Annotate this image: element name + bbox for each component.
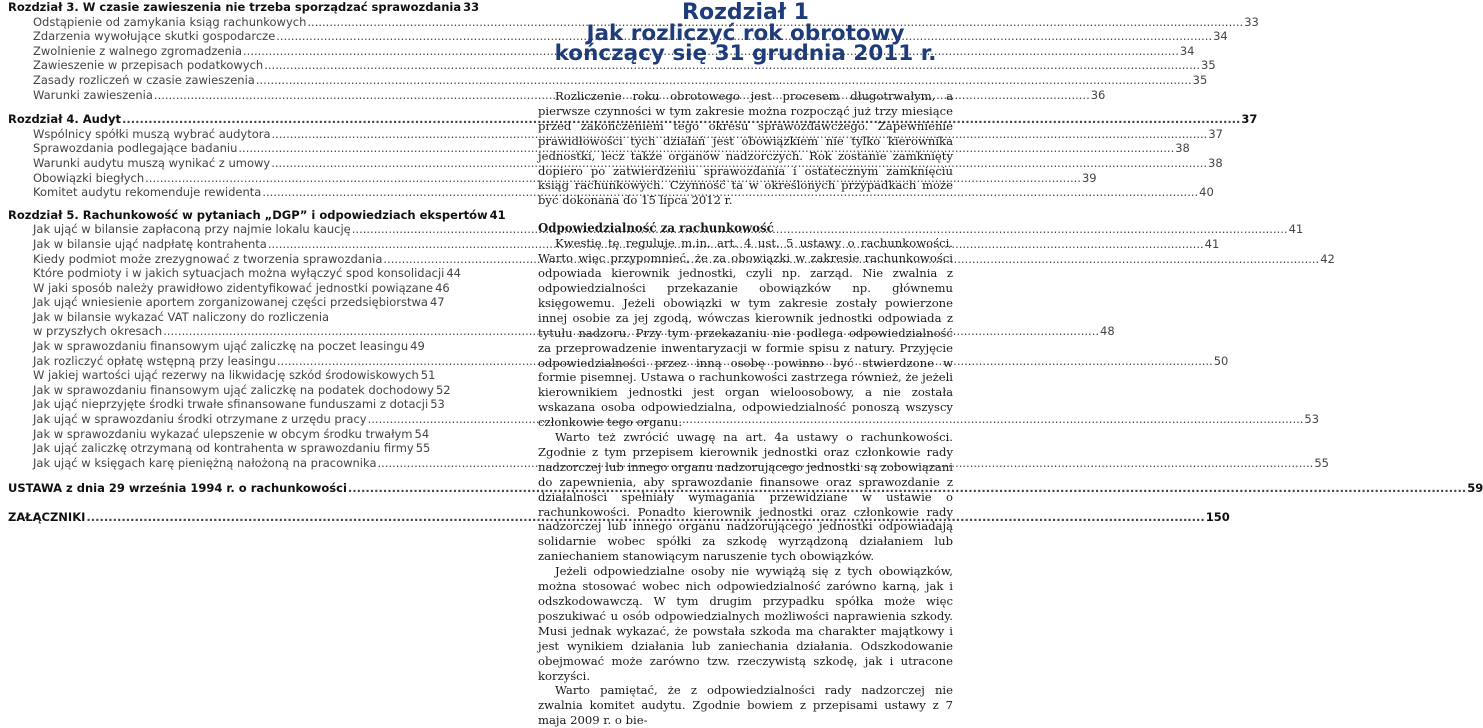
toc-entry-page: 48: [1100, 324, 1115, 339]
toc-entry[interactable]: [8, 14, 1259, 30]
toc-entry-label: w przyszłych okresach: [33, 324, 163, 339]
toc-entry-label: Jak rozliczyć opłatę wstępną przy leasingu: [33, 353, 276, 368]
toc-entry-page: 41: [489, 207, 506, 222]
toc-entry-page: 34: [1213, 29, 1228, 44]
toc-entry-label: Kiedy podmiot może zrezygnować z tworzenia sprawozdania: [33, 251, 383, 266]
toc-entry-page: 41: [1204, 236, 1220, 251]
toc-entry-label: Jak ująć w księgach karę pieniężną nałożoną na pracownika: [33, 455, 377, 470]
toc-entry-page: 47: [429, 295, 445, 310]
toc-entry-label: Rozdział 3. W czasie zawieszenia nie trzeba sporządzać sprawozdania: [8, 0, 462, 14]
toc-entry-page: 39: [1081, 170, 1097, 185]
toc-entry-label: Sprawozdania podlegające badaniu: [33, 141, 238, 156]
chapter-number: Rozdział 1: [682, 0, 809, 25]
toc-entry-label: Jak w bilansie ująć nadpłatę kontrahenta: [33, 236, 267, 251]
toc-entry-page: 44: [446, 266, 461, 281]
toc-entry-page: 53: [430, 397, 445, 412]
chapter-title-line-2: kończący się 31 grudnia 2011 r.: [554, 41, 937, 66]
toc-entry-page: 37: [1241, 112, 1258, 127]
toc-entry[interactable]: [8, 155, 1223, 171]
toc-entry-label: Jak ująć nieprzyjęte środki trwałe sfinansowane funduszami z dotacji: [33, 397, 429, 412]
toc-entry[interactable]: [8, 382, 451, 398]
toc-entry[interactable]: [8, 280, 450, 296]
body-paragraph: Kwestię tę reguluje m.in. art. 4 ust. 5 ustawy o rachunkowości. Warto więc przypomnieć, że za obowiązki w zakresie rachunkowości odpowiada kierownik jednostki, czyli np. zarząd. Nie zwalnia z odpowiedzialności przekazanie obowiązków np. głównemu księgowemu. Jeżeli obowiązki w tym zakresie zostały powierzone innej osobie za jej zgodą, wówczas kierownik jednostki odpowiada z tytułu nadzoru. Przy tym przekazaniu nie podlega odpowiedzialność za przeprowadzenie inwentaryzacji w formie spisu z natury. Przyjęcie odpowiedzialności przez inną osobę powinno być stwierdzone w formie pisemnej. Ustawa o rachunkowości zastrzega również, że jeżeli kierownikiem jednostki jest organ wieloosobowy, a nie została wskazana osoba odpowiedzialna, odpowiedzialność ponoszą wszyscy członkowie tego organu.: [538, 236, 953, 430]
intro-paragraph: Rozliczenie roku obrotowego jest procesem długotrwałym, a pierwsze czynności w tym zakresie można rozpocząć już trzy miesiące przed zakończeniem tego okresu sprawozdawczego. Zapewnienie prawidłowości tych działań jest obowiązkiem nie tylko kierownika jednostki, lecz także organów nadzorczych. Rok zostanie zamknięty dopiero po zatwierdzeniu sprawozdania i ostatecznym zamknięciu ksiąg rachunkowych. Czynność ta w określonych przypadkach może być dokonana do 15 lipca 2012 r.: [538, 89, 953, 208]
toc-entry-page: 33: [1244, 14, 1259, 29]
toc-entry[interactable]: [8, 397, 445, 412]
toc-entry-page: 36: [1090, 87, 1106, 102]
toc-entry-page: 51: [420, 368, 436, 383]
toc-entry-page: 59: [1467, 481, 1483, 496]
toc-entry-page: 55: [415, 441, 431, 456]
toc-entry-ustawa[interactable]: [8, 481, 1483, 496]
toc-entry-label: W jaki sposób należy prawidłowo zidentyfikować jednostki powiązane: [33, 280, 434, 295]
toc-entry[interactable]: [8, 170, 1097, 186]
toc-entry-page: 38: [1175, 141, 1190, 156]
toc-entry-page: 46: [435, 280, 450, 295]
toc-entry[interactable]: [8, 441, 431, 456]
toc-entry-page: 40: [1199, 185, 1214, 200]
toc-entry[interactable]: [8, 58, 1216, 73]
toc-entry-label: Zdarzenia wywołujące skutki gospodarcze: [33, 29, 276, 44]
toc-entry-page: 150: [1205, 510, 1230, 524]
toc-entry-label: Jak ująć w sprawozdaniu środki otrzymane z urzędu pracy: [33, 412, 367, 427]
toc-entry[interactable]: [8, 339, 425, 354]
body-paragraph: Warto też zwrócić uwagę na art. 4a ustawy o rachunkowości. Zgodnie z tym przepisem kierownik jednostki oraz członkowie rady nadzorczej lub innego organu nadzorującego jednostki są zobowiązani do zapewnienia, aby sprawozdanie finansowe oraz sprawozdanie z działalności spełniały wymagania przewidziane w ustawie o rachunkowości. Ponadto kierownik jednostki oraz członkowie rady nadzorczej lub innego organu nadzorującego jednostki odpowiadają solidarnie wobec spółki za szkodę wyrządzoną działaniem lub zaniechaniem stanowiącym naruszenie tych obowiązków.: [538, 430, 953, 564]
toc-entry-label: Jak w bilansie wykazać VAT naliczony do rozliczenia: [33, 309, 330, 324]
toc-entry-label: Które podmioty i w jakich sytuacjach można wyłączyć spod konsolidacji: [33, 266, 445, 281]
toc-entry-label: Odstąpienie od zamykania ksiąg rachunkowych: [33, 14, 307, 29]
toc-entry-label: Wspólnicy spółki muszą wybrać audytora: [33, 126, 271, 141]
toc-entry[interactable]: [8, 251, 1335, 267]
toc-entry[interactable]: [8, 141, 1190, 156]
toc-entry-label: Warunki audytu muszą wynikać z umowy: [33, 155, 271, 170]
toc-chapter-heading[interactable]: [8, 207, 506, 223]
toc-entry[interactable]: [8, 368, 436, 383]
toc-entry[interactable]: [8, 87, 1106, 103]
toc-entry[interactable]: [8, 455, 1329, 471]
section-heading: Odpowiedzialność za rachunkowość: [538, 221, 774, 236]
toc-entry-page: 37: [1208, 126, 1223, 141]
toc-entry-page: 35: [1192, 72, 1208, 87]
toc-entry-label: Zwolnienie z walnego zgromadzenia: [33, 43, 243, 58]
toc-entry-label: Jak ująć zaliczkę otrzymaną od kontrahenta w sprawozdaniu firmy: [33, 441, 414, 456]
toc-entry-page: 42: [1320, 251, 1335, 266]
toc-entry-label: Warunki zawieszenia: [33, 87, 153, 102]
toc-entry-label: Komitet audytu rekomenduje rewidenta: [33, 185, 262, 200]
toc-entry-page: 53: [1304, 412, 1320, 427]
toc-entry-page: 33: [463, 0, 480, 14]
toc-entry-label: USTAWA z dnia 29 września 1994 r. o rachunkowości: [8, 481, 347, 496]
toc-entry-label: Jak w sprawozdaniu finansowym ująć zaliczkę na podatek dochodowy: [33, 382, 434, 397]
toc-entry-page: 38: [1208, 155, 1223, 170]
toc-entry-label: W jakiej wartości ująć rezerwy na likwidację szkód środowiskowych: [33, 368, 419, 383]
toc-entry[interactable]: [8, 295, 445, 310]
toc-entry-page: 35: [1201, 58, 1216, 73]
toc-entry-page: 49: [410, 339, 425, 354]
toc-entry-label: ZAŁĄCZNIKI: [8, 510, 86, 524]
chapter-title-line-1: Jak rozliczyć rok obrotowy: [586, 21, 905, 46]
article: [538, 0, 953, 728]
toc-entry[interactable]: [8, 412, 1320, 427]
toc-entry[interactable]: [8, 353, 1229, 369]
toc-entry[interactable]: [8, 266, 461, 281]
toc-entry-label: Jak ująć w bilansie zapłaconą przy najmie lokalu kaucję: [33, 222, 351, 237]
toc-entry-zalaczniki[interactable]: [8, 510, 1230, 525]
toc-entry-page: 41: [1288, 222, 1304, 237]
toc-entry[interactable]: [8, 126, 1223, 142]
toc-chapter-heading[interactable]: [8, 0, 480, 15]
toc-entry-page: 52: [435, 382, 451, 397]
toc-entry[interactable]: [8, 324, 1115, 339]
toc-entry-page: 55: [1314, 455, 1329, 470]
toc-entry-page: 34: [1179, 43, 1195, 58]
toc-entry-label: Rozdział 5. Rachunkowość w pytaniach „DGP” i odpowiedziach ekspertów: [8, 207, 488, 222]
toc-entry[interactable]: [8, 426, 430, 442]
toc-entry-page: 50: [1213, 353, 1229, 368]
toc-entry-label: Zawieszenie w przepisach podatkowych: [33, 58, 264, 73]
body-paragraph: Jeżeli odpowiedzialne osoby nie wywiążą się z tych obowiązków, można stosować wobec nich odpowiedzialność zarówno karną, jak i odszkodowawczą. W tym drugim przypadku spółka może więc poszukiwać u osób odpowiedzialnych możliwości naprawienia szkody. Musi jednak wykazać, że powstała szkoda ma charakter majątkowy i jest wynikiem działania lub zaniechania działania. Odszkodowanie obejmować może zarówno tzw. rzeczywistą szkodę, jak i utracone korzyści.: [538, 564, 953, 683]
toc-entry[interactable]: [8, 310, 422, 325]
toc-entry[interactable]: [8, 236, 1220, 252]
toc-entry-label: Jak ująć wniesienie aportem zorganizowanej części przedsiębiorstwa: [33, 295, 428, 310]
toc-entry-label: Obowiązki biegłych: [33, 170, 145, 185]
toc-entry[interactable]: [8, 72, 1208, 88]
body-paragraph: Warto pamiętać, że z odpowiedzialności rady nadzorczej nie zwalnia komitet audytu. Zgodnie bowiem z przepisami ustawy z 7 maja 2009 r. o bie-: [538, 683, 953, 728]
toc-entry-page: 54: [414, 426, 430, 441]
toc-entry-label: Jak w sprawozdaniu finansowym ująć zaliczkę na poczet leasingu: [33, 339, 409, 354]
toc-entry-label: Rozdział 4. Audyt: [8, 112, 122, 127]
toc-chapter-heading[interactable]: [8, 112, 1258, 127]
toc-entry[interactable]: [8, 185, 1214, 200]
toc-entry-label: Zasady rozliczeń w czasie zawieszenia: [33, 72, 255, 87]
toc-entry-label: Jak w sprawozdaniu wykazać ulepszenie w obcym środku trwałym: [33, 426, 413, 441]
